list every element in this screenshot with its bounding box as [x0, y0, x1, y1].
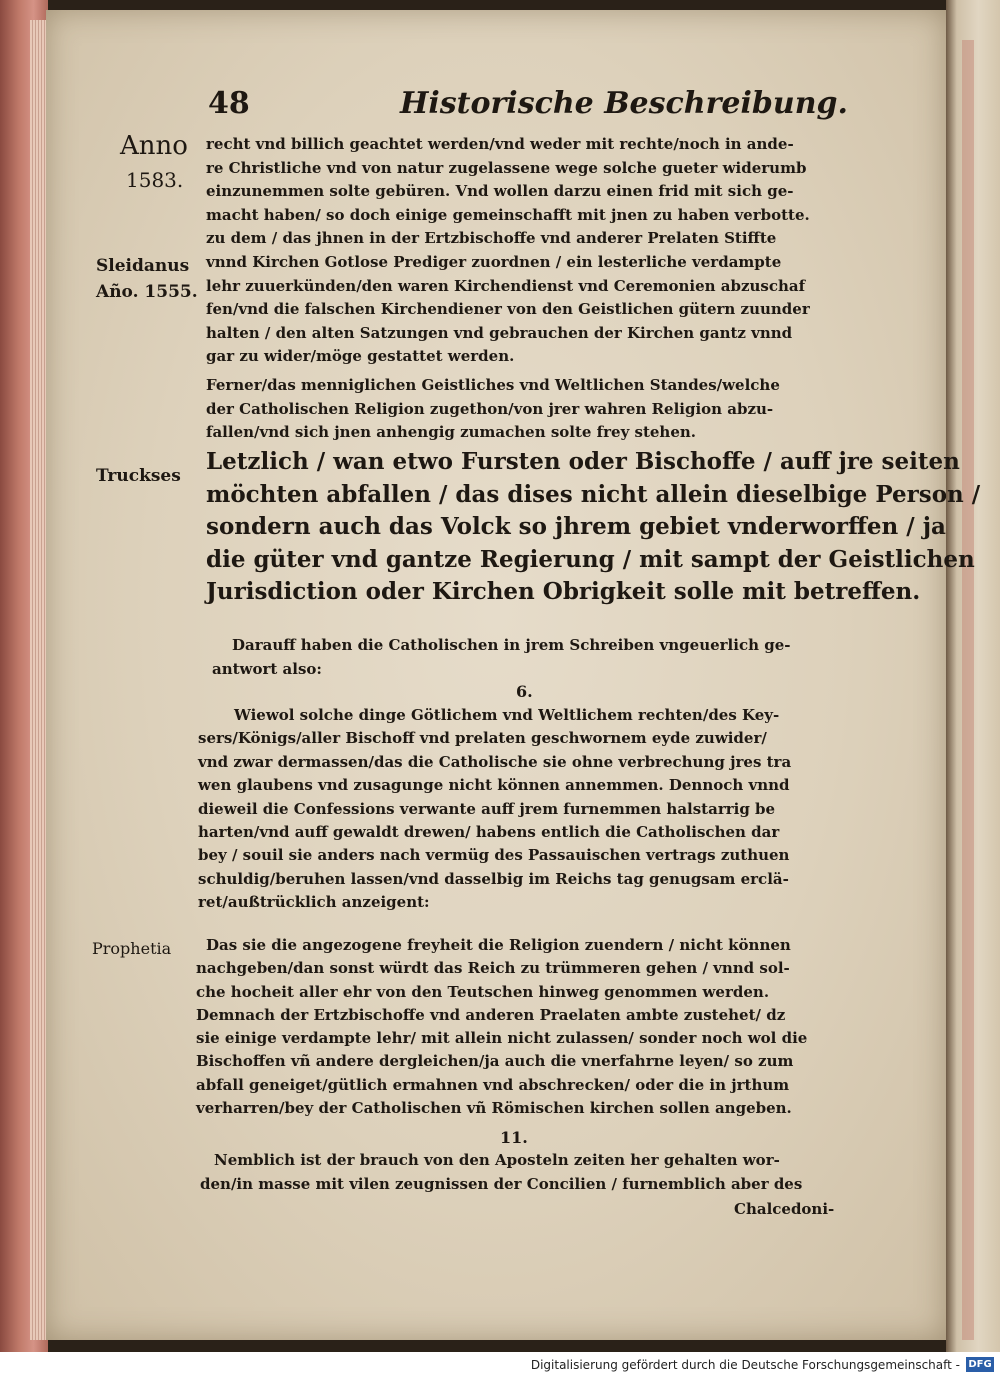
text-line: zu dem / das jhnen in der Ertzbischoffe vnd anderer Prelaten Stiffte	[206, 229, 777, 248]
text-line: Ferner/das menniglichen Geistliches vnd Weltlichen Standes/welche	[206, 376, 780, 394]
text-line: sondern auch das Volck so jhrem gebiet vnderworffen / ja	[206, 513, 946, 540]
text-line: möchten abfallen / das dises nicht allein dieselbige Person /	[206, 480, 981, 508]
text-line: harten/vnd auff gewaldt drewen/ habens entlich die Catholischen dar	[198, 823, 780, 842]
text-line: Nemblich ist der brauch von den Aposteln zeiten her gehalten wor-	[214, 1151, 780, 1169]
footer-credit: Digitalisierung gefördert durch die Deutsche Forschungsgemeinschaft -	[530, 1358, 960, 1372]
margin-note-anno-1555: Año. 1555.	[96, 282, 198, 302]
text-line: bey / souil sie anders nach vermüg des Passauischen vertrags zuthuen	[198, 846, 790, 865]
text-line: gar zu wider/möge gestattet werden.	[206, 347, 515, 366]
dfg-logo: DFG	[966, 1357, 994, 1372]
text-line: ret/außtrücklich anzeigent:	[198, 893, 430, 912]
text-line: vnd zwar dermassen/das die Catholische sie ohne verbrechung jres tra	[198, 752, 792, 771]
text-line: der Catholischen Religion zugethon/von jrer wahren Religion abzu-	[206, 399, 774, 418]
text-line: schuldig/beruhen lassen/vnd dasselbig im Reichs tag genugsam erclä-	[198, 869, 789, 888]
text-line: Wiewol solche dinge Götlichem vnd Weltlichem rechten/des Key-	[234, 706, 780, 724]
text-line: vnnd Kirchen Gotlose Prediger zuordnen / ein lesterliche verdampte	[206, 252, 782, 271]
text-line: abfall geneiget/gütlich ermahnen vnd abschrecken/ oder die in jrthum	[196, 1075, 790, 1094]
digitization-footer	[0, 1352, 1000, 1378]
section-number-11: 11.	[500, 1128, 528, 1147]
paragraph-1	[206, 133, 810, 369]
margin-note-anno: Anno	[120, 131, 188, 161]
right-foredge	[962, 40, 974, 1340]
paragraph-4	[212, 633, 790, 681]
text-line: dieweil die Confessions verwante auff jrem furnemmen halstarrig be	[198, 799, 776, 818]
text-line: recht vnd billich geachtet werden/vnd weder mit rechte/noch in ande-	[206, 135, 794, 153]
text-line: wen glaubens vnd zusagunge nicht können annemmen. Dennoch vnnd	[198, 776, 790, 795]
margin-note-truckses: Truckses	[96, 466, 181, 486]
text-line: Darauff haben die Catholischen in jrem Schreiben vngeuerlich ge-	[232, 636, 791, 654]
paragraph-5	[198, 704, 791, 915]
paragraph-6	[196, 934, 807, 1120]
page-number: 48	[208, 86, 250, 121]
text-line: sie einige verdampte lehr/ mit allein nicht zulassen/ sonder noch wol die	[196, 1029, 808, 1048]
text-line: fen/vnd die falschen Kirchendiener von den Geistlichen gütern zuunder	[206, 300, 810, 319]
text-line: Demnach der Ertzbischoffe vnd anderen Praelaten ambte zustehet/ dz	[196, 1005, 786, 1024]
text-line: Letzlich / wan etwo Fursten oder Bischoffe / auff jre seiten	[206, 448, 960, 475]
text-line: che hocheit aller ehr von den Teutschen hinweg genommen werden.	[196, 982, 770, 1001]
text-line: fallen/vnd sich jnen anhengig zumachen solte frey stehen.	[206, 423, 697, 441]
margin-note-prophetia: Prophetia	[92, 939, 172, 958]
text-line: lehr zuuerkünden/den waren Kirchendienst vnd Ceremonien abzuschaf	[206, 276, 806, 295]
paragraph-2	[206, 374, 780, 445]
text-line: antwort also:	[212, 660, 322, 678]
running-header: Historische Beschreibung.	[400, 86, 848, 121]
text-line: halten / den alten Satzungen vnd gebrauchen der Kirchen gantz vnnd	[206, 323, 793, 342]
text-line: Jurisdiction oder Kirchen Obrigkeit solle mit betreffen.	[206, 578, 921, 605]
catchword: Chalcedoni-	[734, 1200, 835, 1218]
text-line: re Christliche vnd von natur zugelassene wege solche gueter widerumb	[206, 158, 807, 177]
paragraph-3-large	[206, 446, 980, 609]
text-line: nachgeben/dan sonst würdt das Reich zu trümmeren gehen / vnnd sol-	[196, 959, 790, 978]
text-line: verharren/bey der Catholischen vñ Römischen kirchen sollen angeben.	[196, 1099, 792, 1118]
text-line: die güter vnd gantze Regierung / mit sampt der Geistlichen	[206, 545, 975, 573]
text-line: macht haben/ so doch einige gemeinschafft mit jnen zu haben verbotte.	[206, 205, 810, 224]
text-line: Das sie die angezogene freyheit die Religion zuendern / nicht können	[206, 936, 791, 954]
section-number-6: 6.	[516, 682, 533, 701]
margin-note-year: 1583.	[126, 168, 184, 192]
margin-note-sleidanus: Sleidanus	[96, 256, 190, 276]
text-line: einzunemmen solte gebüren. Vnd wollen darzu einen frid mit sich ge-	[206, 182, 794, 201]
text-line: Bischoffen vñ andere dergleichen/ja auch die vnerfahrne leyen/ so zum	[196, 1052, 794, 1071]
text-line: sers/Königs/aller Bischoff vnd prelaten geschwornem eyde zuwider/	[198, 729, 767, 748]
paragraph-7	[200, 1148, 802, 1196]
text-line: den/in masse mit vilen zeugnissen der Concilien / furnemblich aber des	[200, 1175, 803, 1193]
